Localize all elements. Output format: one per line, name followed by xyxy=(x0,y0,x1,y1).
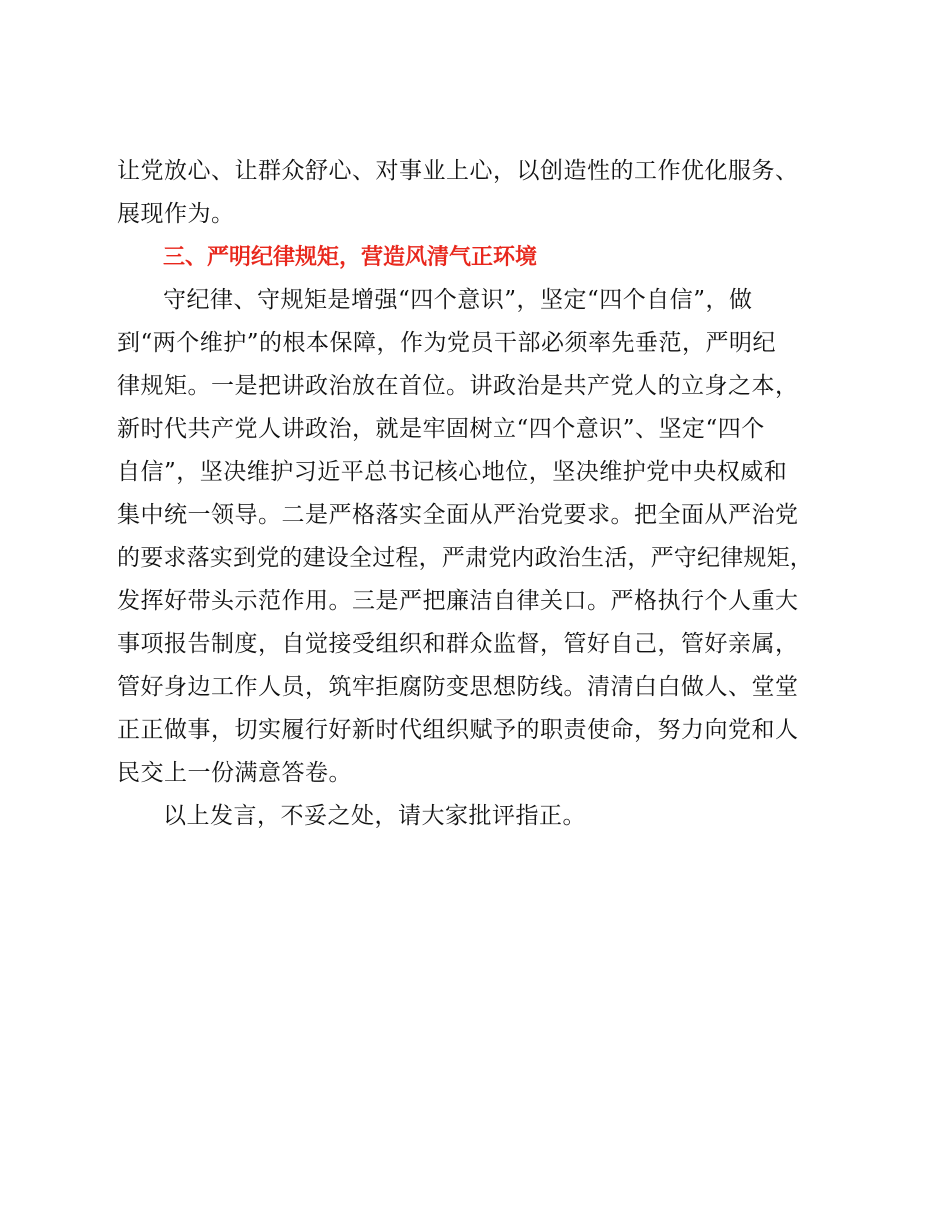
paragraph-line: 集中统一领导。二是严格落实全面从严治党要求。把全面从严治党 xyxy=(117,502,799,528)
paragraph-line: 管好身边工作人员，筑牢拒腐防变思想防线。清清白白做人、堂堂 xyxy=(117,674,799,700)
paragraph-line: 自信”，坚决维护习近平总书记核心地位，坚决维护党中央权威和 xyxy=(117,459,788,485)
paragraph-line: 律规矩。一是把讲政治放在首位。讲政治是共产党人的立身之本， xyxy=(117,373,799,399)
section-heading: 三、严明纪律规矩，营造风清气正环境 xyxy=(163,245,538,270)
paragraph-line: 发挥好带头示范作用。三是严把廉洁自律关口。严格执行个人重大 xyxy=(117,588,799,614)
paragraph-line: 的要求落实到党的建设全过程，严肃党内政治生活，严守纪律规矩， xyxy=(117,545,813,571)
paragraph-line: 守纪律、守规矩是增强“四个意识”，坚定“四个自信”，做 xyxy=(163,287,753,313)
document-body xyxy=(117,150,847,838)
paragraph-line: 让党放心、让群众舒心、对事业上心，以创造性的工作优化服务、 xyxy=(117,158,799,184)
paragraph-line: 事项报告制度，自觉接受组织和群众监督，管好自己，管好亲属， xyxy=(117,631,799,657)
paragraph-line: 民交上一份满意答卷。 xyxy=(117,760,352,786)
paragraph-line: 正正做事，切实履行好新时代组织赋予的职责使命，努力向党和人 xyxy=(117,717,799,743)
paragraph-line: 到“两个维护”的根本保障，作为党员干部必须率先垂范，严明纪 xyxy=(117,330,777,356)
closing-line: 以上发言，不妥之处，请大家批评指正。 xyxy=(163,803,586,829)
paragraph-line: 展现作为。 xyxy=(117,201,235,227)
paragraph-line: 新时代共产党人讲政治，就是牢固树立“四个意识”、坚定“四个 xyxy=(117,416,765,442)
